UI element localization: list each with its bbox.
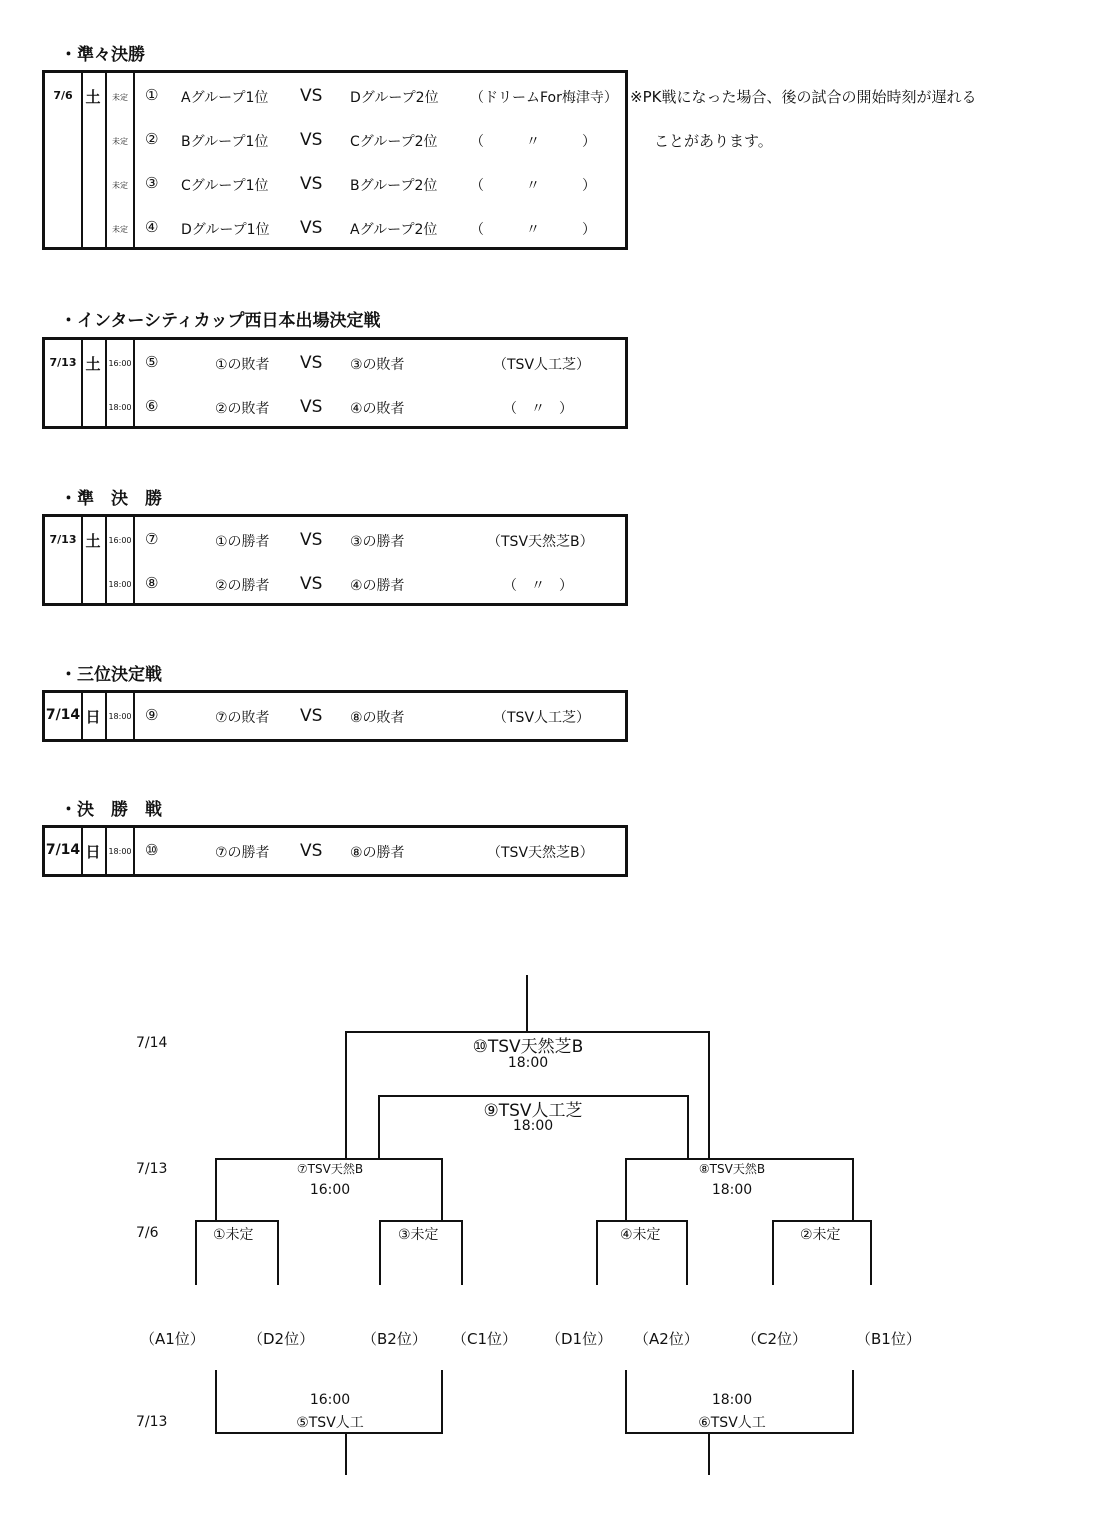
match-time: 16:00 <box>108 536 132 545</box>
team-a: ①の勝者 <box>215 534 270 550</box>
bracket-line <box>379 1220 381 1285</box>
semifinal-7-time: 16:00 <box>309 1182 351 1198</box>
bracket-line <box>526 975 528 1032</box>
vs-label: VS <box>300 174 323 194</box>
match-day: 日 <box>85 708 101 726</box>
bracket-date: 7/13 <box>136 1161 168 1177</box>
match-time: 未定 <box>112 181 128 190</box>
vs-label: VS <box>300 530 323 550</box>
bracket-line <box>441 1370 443 1434</box>
match-time: 18:00 <box>108 580 132 589</box>
venue: （TSV人工芝） <box>493 357 591 373</box>
match-number: ① <box>145 86 159 104</box>
match-day: 土 <box>85 355 101 373</box>
team-b: ⑧の勝者 <box>350 845 405 861</box>
match-6-venue: ⑥TSV人工 <box>698 1415 766 1431</box>
team-a: ⑦の勝者 <box>215 845 270 861</box>
match-time: 未定 <box>112 93 128 102</box>
match-day: 土 <box>85 88 101 106</box>
match-time: 18:00 <box>108 403 132 412</box>
quarterfinal-label: ①未定 <box>213 1227 254 1243</box>
final-time: 18:00 <box>507 1055 549 1071</box>
match-date: 7/13 <box>49 356 77 369</box>
bracket-date: 7/14 <box>136 1035 168 1051</box>
team-a: ②の敗者 <box>215 401 270 417</box>
section-title-semifinal: ・準 決 勝 <box>60 489 162 509</box>
schedule-table-intercity <box>42 337 628 429</box>
schedule-table-quarterfinal <box>42 70 628 250</box>
bracket-line <box>625 1158 627 1221</box>
bracket-line <box>870 1220 872 1285</box>
bracket-date: 7/13 <box>136 1414 168 1430</box>
team-a: ②の勝者 <box>215 578 270 594</box>
venue: （TSV天然芝B） <box>487 845 594 861</box>
match-6-time: 18:00 <box>711 1392 753 1408</box>
venue: （ドリームFor梅津寺） <box>470 90 618 106</box>
vs-label: VS <box>300 86 323 106</box>
team-b: ③の勝者 <box>350 534 405 550</box>
team-a: Aグループ1位 <box>181 90 269 106</box>
schedule-table-semifinal <box>42 514 628 606</box>
third-place-time: 18:00 <box>512 1118 554 1134</box>
match-date: 7/14 <box>45 707 81 723</box>
bracket-line <box>345 1432 347 1475</box>
team-a: Dグループ1位 <box>181 222 270 238</box>
match-date: 7/6 <box>53 89 73 102</box>
semifinal-8-venue: ⑧TSV天然B <box>698 1162 766 1176</box>
pk-note-line1: ※PK戦になった場合、後の試合の開始時刻が遅れる <box>630 88 977 106</box>
match-number: ⑦ <box>145 530 159 548</box>
match-number: ⑧ <box>145 574 159 592</box>
pk-note-line2: ことがあります。 <box>654 132 773 150</box>
team-b: Dグループ2位 <box>350 90 439 106</box>
seed-label: （C1位） <box>452 1330 518 1348</box>
seed-label: （D1位） <box>546 1330 613 1348</box>
bracket-line <box>461 1220 463 1285</box>
match-number: ⑩ <box>145 841 159 859</box>
vs-label: VS <box>300 841 323 861</box>
schedule-table-third-place <box>42 690 628 742</box>
bracket-line <box>625 1370 627 1434</box>
venue: （ 〃 ） <box>503 401 573 417</box>
match-number: ⑤ <box>145 353 159 371</box>
bracket-line <box>596 1220 688 1222</box>
team-a: Cグループ1位 <box>181 178 269 194</box>
seed-label: （B1位） <box>856 1330 921 1348</box>
seed-label: （D2位） <box>248 1330 315 1348</box>
bracket-line <box>852 1158 854 1221</box>
match-5-time: 16:00 <box>309 1392 351 1408</box>
venue: （ 〃 ） <box>503 578 573 594</box>
bracket-line <box>625 1432 854 1434</box>
vs-label: VS <box>300 397 323 417</box>
bracket-line <box>852 1370 854 1434</box>
match-date: 7/13 <box>49 533 77 546</box>
bracket-line <box>378 1095 380 1159</box>
venue: （TSV天然芝B） <box>487 534 594 550</box>
match-day: 土 <box>85 532 101 550</box>
section-title-final: ・決 勝 戦 <box>60 800 162 820</box>
quarterfinal-label: ④未定 <box>620 1227 661 1243</box>
match-time: 18:00 <box>108 712 132 721</box>
venue: （TSV人工芝） <box>493 710 591 726</box>
match-time: 18:00 <box>108 847 132 856</box>
bracket-line <box>687 1095 689 1159</box>
match-day: 日 <box>85 843 101 861</box>
bracket-line <box>195 1220 279 1222</box>
bracket-line <box>686 1220 688 1285</box>
section-title-third-place: ・三位決定戦 <box>60 665 162 685</box>
team-b: ③の敗者 <box>350 357 405 373</box>
quarterfinal-label: ③未定 <box>398 1227 439 1243</box>
match-date: 7/14 <box>45 842 81 858</box>
vs-label: VS <box>300 130 323 150</box>
match-time: 未定 <box>112 225 128 234</box>
venue: （ 〃 ） <box>470 222 596 238</box>
seed-label: （A1位） <box>140 1330 205 1348</box>
team-b: Aグループ2位 <box>350 222 438 238</box>
bracket-line <box>596 1220 598 1285</box>
match-time: 16:00 <box>108 359 132 368</box>
bracket-line <box>215 1370 217 1434</box>
bracket-line <box>345 1031 347 1159</box>
team-b: Bグループ2位 <box>350 178 438 194</box>
bracket-line <box>215 1432 443 1434</box>
team-b: Cグループ2位 <box>350 134 438 150</box>
vs-label: VS <box>300 706 323 726</box>
venue: （ 〃 ） <box>470 178 596 194</box>
bracket-line <box>708 1031 710 1159</box>
vs-label: VS <box>300 218 323 238</box>
vs-label: VS <box>300 574 323 594</box>
vs-label: VS <box>300 353 323 373</box>
section-title-quarterfinal: ・準々決勝 <box>60 45 145 65</box>
match-number: ③ <box>145 174 159 192</box>
bracket-line <box>215 1158 217 1221</box>
semifinal-8-time: 18:00 <box>711 1182 753 1198</box>
semifinal-7-venue: ⑦TSV天然B <box>296 1162 364 1176</box>
match-5-venue: ⑤TSV人工 <box>296 1415 364 1431</box>
section-title-intercity: ・インターシティカップ西日本出場決定戦 <box>60 311 381 331</box>
seed-label: （C2位） <box>742 1330 808 1348</box>
bracket-line <box>277 1220 279 1285</box>
team-a: ①の敗者 <box>215 357 270 373</box>
match-time: 未定 <box>112 137 128 146</box>
match-number: ⑨ <box>145 706 159 724</box>
bracket-line <box>708 1432 710 1475</box>
team-b: ④の勝者 <box>350 578 405 594</box>
team-b: ⑧の敗者 <box>350 710 405 726</box>
bracket-line <box>772 1220 872 1222</box>
team-b: ④の敗者 <box>350 401 405 417</box>
bracket-line <box>195 1220 197 1285</box>
match-number: ② <box>145 130 159 148</box>
bracket-line <box>441 1158 443 1221</box>
seed-label: （B2位） <box>362 1330 427 1348</box>
team-a: Bグループ1位 <box>181 134 269 150</box>
schedule-table-final <box>42 825 628 877</box>
match-number: ⑥ <box>145 397 159 415</box>
final-venue: ⑩TSV天然芝B <box>472 1037 584 1057</box>
venue: （ 〃 ） <box>470 134 596 150</box>
seed-label: （A2位） <box>634 1330 699 1348</box>
quarterfinal-label: ②未定 <box>800 1227 841 1243</box>
match-number: ④ <box>145 218 159 236</box>
bracket-line <box>772 1220 774 1285</box>
third-place-venue: ⑨TSV人工芝 <box>483 1101 583 1121</box>
team-a: ⑦の敗者 <box>215 710 270 726</box>
bracket-line <box>379 1220 463 1222</box>
bracket-date: 7/6 <box>136 1225 159 1241</box>
